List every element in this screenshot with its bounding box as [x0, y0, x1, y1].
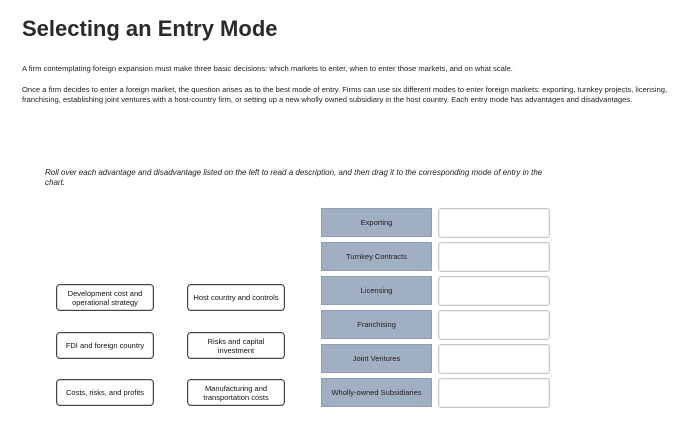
drop-target-licensing[interactable] [438, 276, 550, 306]
drag-card-costs-risks-profits[interactable]: Costs, risks, and profits [56, 379, 154, 406]
drag-card-fdi-foreign-country[interactable]: FDI and foreign country [56, 332, 154, 359]
drag-card-development-cost[interactable]: Development cost and operational strategy [56, 284, 154, 311]
mode-label-franchising: Franchising [321, 310, 432, 339]
mode-label-exporting: Exporting [321, 208, 432, 237]
drop-target-franchising[interactable] [438, 310, 550, 340]
drop-target-turnkey[interactable] [438, 242, 550, 272]
drop-target-joint-ventures[interactable] [438, 344, 550, 374]
mode-label-joint-ventures: Joint Ventures [321, 344, 432, 373]
drop-target-exporting[interactable] [438, 208, 550, 238]
entry-mode-paragraph: Once a firm decides to enter a foreign market, the question arises as to the best mode of entry. Firms can use six different modes to enter foreign markets: exporting, turnkey projects, licensing, franchising, establishing joint ventures with a host-country firm, or setting up a new wholly owned subsidiary in the host country. Each entry mode has advantages and disadvantages. [22, 85, 668, 104]
mode-label-licensing: Licensing [321, 276, 432, 305]
mode-label-wholly-owned: Wholly-owned Subsidiaries [321, 378, 432, 407]
drag-card-risks-capital[interactable]: Risks and capital investment [187, 332, 285, 359]
drop-target-wholly-owned[interactable] [438, 378, 550, 408]
instructions-text: Roll over each advantage and disadvantage listed on the left to read a description, and then drag it to the corresponding mode of entry in the chart. [45, 168, 543, 187]
page-title: Selecting an Entry Mode [22, 16, 278, 41]
drag-card-host-country-controls[interactable]: Host country and controls [187, 284, 285, 311]
drag-card-manufacturing-transport[interactable]: Manufacturing and transportation costs [187, 379, 285, 406]
mode-label-turnkey: Turnkey Contracts [321, 242, 432, 271]
intro-paragraph: A firm contemplating foreign expansion must make three basic decisions: which markets to enter, when to enter those markets, and on what scale. [22, 64, 513, 73]
